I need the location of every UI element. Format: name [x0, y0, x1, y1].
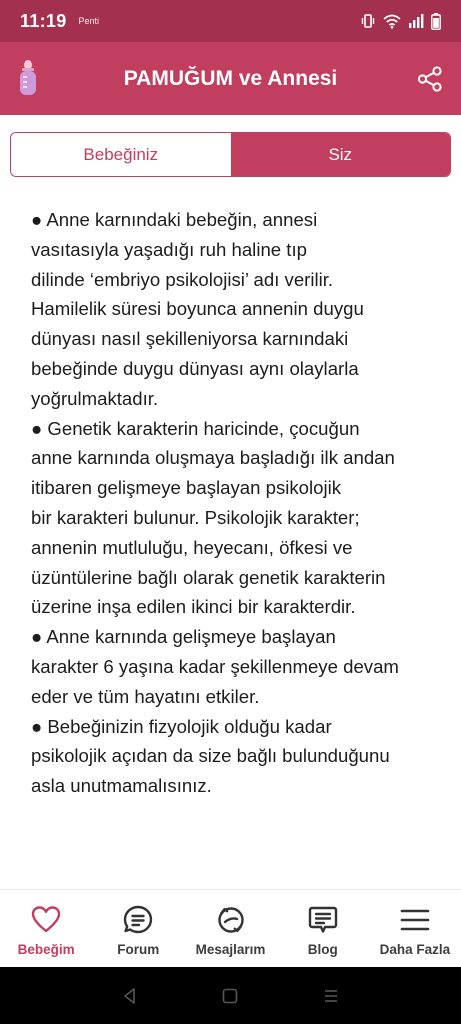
forum-icon [122, 904, 154, 936]
nav-item-blog[interactable] [277, 890, 369, 967]
menu-icon [399, 904, 431, 936]
text-line: dünyası nasıl şekilleniyorsa karnındaki [31, 328, 349, 350]
text-line: ● Bebeğinizin fizyolojik olduğu kadar [31, 715, 332, 737]
text-line: asla unutmamalısınız. [31, 775, 212, 797]
app-bar [0, 42, 461, 115]
status-time: 11:19 [20, 10, 67, 31]
baby-bottle-icon [17, 59, 39, 97]
nav-label: Mesajlarım [195, 942, 266, 957]
paragraph [31, 622, 441, 711]
text-line: eder ve tüm hayatını etkiler. [31, 685, 260, 707]
nav-item-mesajlarim[interactable] [184, 890, 276, 967]
segmented-tabs [10, 132, 451, 177]
text-line: Hamilelik süresi boyunca annenin duygu [31, 298, 364, 320]
nav-item-daha-fazla[interactable] [369, 890, 461, 967]
text-line: dilinde ‘embriyo psikolojisi’ adı verilir. [31, 268, 334, 290]
status-carrier: Penti [78, 16, 100, 26]
text-line: bebeğinde duygu dünyası aynı olaylarla [31, 357, 359, 379]
text-line: üzüntülerine bağlı olarak genetik karakterin [31, 566, 386, 588]
text-line: ● Anne karnında gelişmeye başlayan [31, 626, 336, 648]
text-line: karakter 6 yaşına kadar şekillenmeye devam [31, 655, 399, 677]
battery-icon [431, 13, 441, 30]
status-icons [360, 13, 441, 30]
paragraph [31, 414, 441, 623]
messages-icon [215, 904, 247, 936]
share-icon[interactable] [417, 66, 443, 92]
back-icon[interactable] [121, 987, 139, 1005]
text-line: ● Genetik karakterin haricinde, çocuğun [31, 417, 360, 439]
text-line: üzerine inşa edilen ikinci bir karakterdir. [31, 596, 356, 618]
blog-icon [307, 904, 339, 936]
text-line: yoğrulmaktadır. [31, 387, 159, 409]
text-line: anne karnında oluşmaya başladığı ilk andan [31, 447, 395, 469]
app-title: PAMUĞUM ve Annesi [123, 66, 338, 90]
vibrate-icon [360, 13, 376, 29]
nav-item-forum[interactable] [92, 890, 184, 967]
text-line: ● Anne karnındaki bebeğin, annesi [31, 209, 318, 230]
signal-icon [408, 13, 424, 29]
nav-label: Daha Fazla [379, 942, 451, 957]
paragraph [31, 712, 441, 801]
text-line: itibaren gelişmeye başlayan psikolojik [31, 477, 342, 499]
recents-icon[interactable] [322, 987, 340, 1005]
tab-bebeginiz[interactable]: Bebeğiniz [11, 133, 231, 176]
text-line: bir karakteri bulunur. Psikolojik karakter; [31, 506, 360, 528]
nav-label: Bebeğim [17, 942, 75, 957]
system-nav-bar [0, 967, 461, 1024]
text-line: annenin mutluluğu, heyecanı, öfkesi ve [31, 536, 353, 558]
paragraph [31, 205, 441, 414]
nav-label: Forum [117, 942, 160, 957]
home-icon[interactable] [221, 987, 239, 1005]
nav-item-bebegim[interactable] [0, 890, 92, 967]
wifi-icon [383, 13, 401, 29]
nav-label: Blog [307, 942, 338, 957]
article-content [31, 205, 441, 801]
tab-siz[interactable]: Siz [231, 133, 451, 176]
bottom-nav [0, 889, 461, 967]
text-line: vasıtasıyla yaşadığı ruh haline tıp [31, 238, 307, 260]
status-bar [0, 0, 461, 42]
heart-icon [30, 904, 62, 936]
text-line: psikolojik açıdan da size bağlı bulunduğunu [31, 745, 390, 767]
